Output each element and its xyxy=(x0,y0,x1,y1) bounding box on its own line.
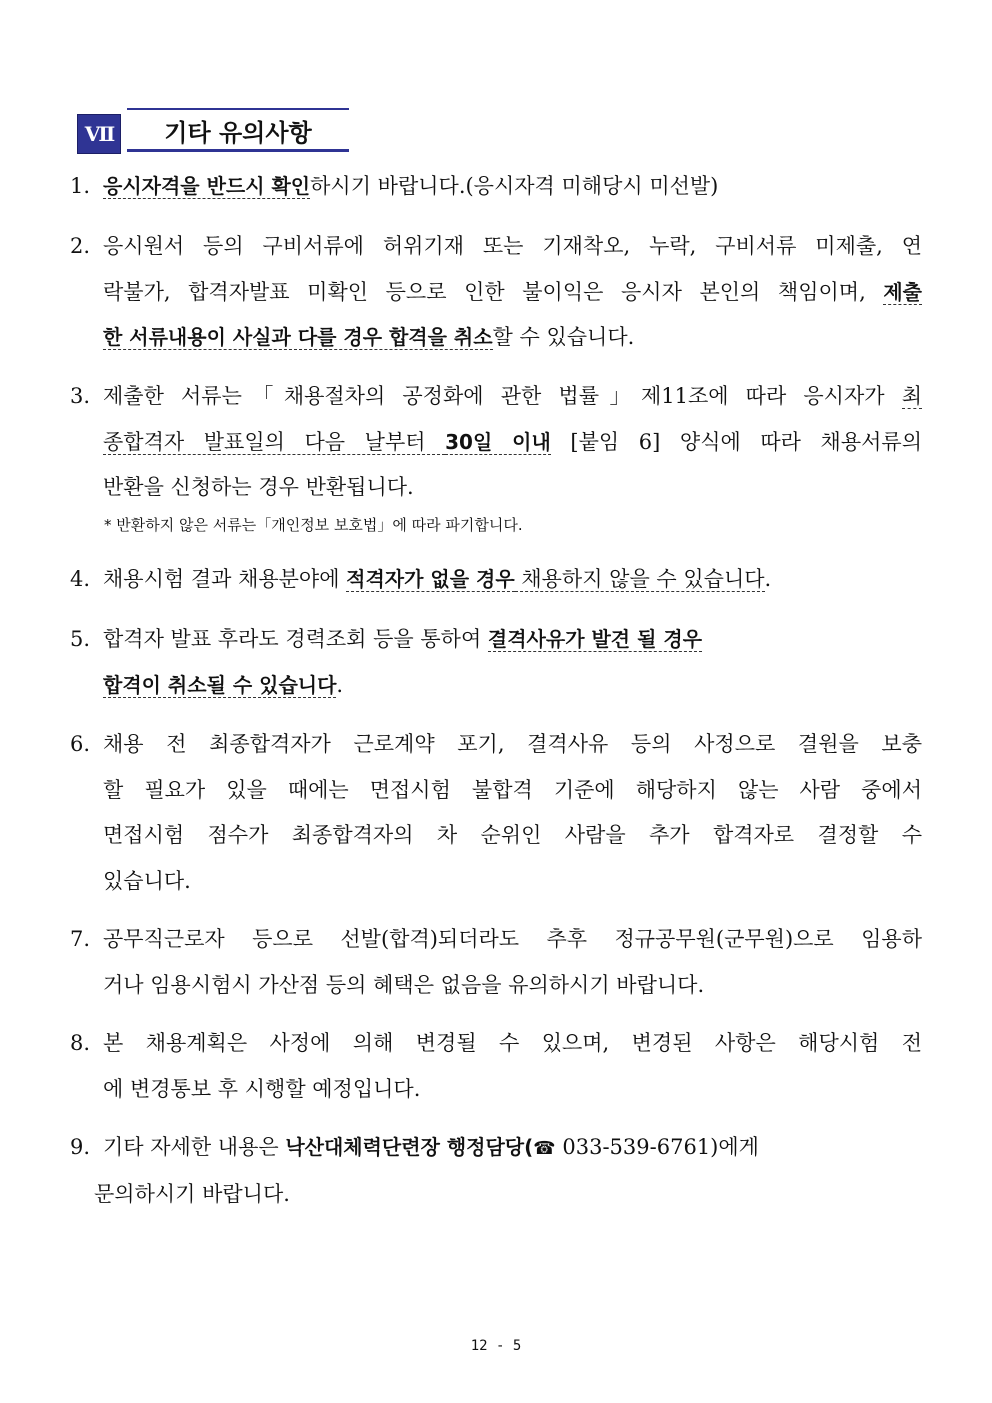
item-text: 합격자 발표 후라도 경력조회 등을 통하여 xyxy=(103,627,488,651)
item-text: 있습니다. xyxy=(103,868,191,893)
item-number: 8. xyxy=(70,1031,91,1055)
item-number: 3. xyxy=(70,384,91,408)
item-number: 4. xyxy=(70,567,91,591)
item-number: 2. xyxy=(70,234,91,258)
contact-department: 낙산대체력단련장 행정담당( xyxy=(285,1135,534,1159)
notice-item-4 xyxy=(70,557,922,603)
section-number-badge: Ⅶ xyxy=(77,114,121,154)
item-text: . xyxy=(336,672,344,697)
item-text: 하시기 바랍니다.(응시자격 미해당시 미선발) xyxy=(310,174,719,198)
item-number: 7. xyxy=(70,927,91,951)
item-text: 채용시험 결과 채용분야에 xyxy=(103,567,347,591)
emphasis-text: 30일 이내 xyxy=(445,429,551,454)
title-rule-top xyxy=(127,108,349,110)
phone-number: 033-539-6761)에게 xyxy=(555,1135,759,1159)
item-text: 응시원서 등의 구비서류에 허위기재 또는 기재착오, 누락, 구비서류 미제출, 연 xyxy=(103,234,922,258)
underlined-text: 종합격자 발표일의 다음 날부터 xyxy=(103,429,446,454)
underlined-text: 최 xyxy=(901,384,922,408)
item-text: 반환을 신청하는 경우 반환됩니다. xyxy=(103,475,414,499)
section-title: 기타 유의사항 xyxy=(164,118,312,147)
emphasis-text: 적격자가 없을 경우 xyxy=(346,567,515,591)
emphasis-text: 한 서류내용이 사실과 다를 경우 합격을 취소 xyxy=(103,325,493,349)
item-text: . xyxy=(764,567,772,591)
item-text: 문의하시기 바랍니다. xyxy=(94,1181,290,1206)
item-number: 5. xyxy=(70,627,91,651)
item-text: 본 채용계획은 사정에 의해 변경될 수 있으며, 변경된 사항은 해당시험 전 xyxy=(103,1031,922,1055)
phone-icon: ☎ xyxy=(533,1138,556,1159)
notice-item-8 xyxy=(70,1021,922,1112)
emphasis-text: 합격이 취소될 수 있습니다 xyxy=(103,672,337,697)
notice-item-5 xyxy=(70,617,922,708)
item-text: 기타 자세한 내용은 xyxy=(103,1135,286,1159)
notice-item-6 xyxy=(70,722,922,904)
notice-item-9 xyxy=(70,1125,922,1217)
item-text: 면접시험 점수가 최종합격자의 차 순위인 사람을 추가 합격자로 결정할 수 xyxy=(103,823,922,847)
title-rule-bottom xyxy=(127,149,349,152)
item-text: 공무직근로자 등으로 선발(합격)되더라도 추후 정규공무원(군무원)으로 임용하 xyxy=(103,927,922,951)
emphasis-text: 응시자격을 반드시 확인 xyxy=(103,174,311,198)
item-text: 채용 전 최종합격자가 근로계약 포기, 결격사유 등의 사정으로 결원을 보충 xyxy=(103,732,922,756)
item-number: 1. xyxy=(70,174,91,198)
item-number: 6. xyxy=(70,732,91,756)
section-header xyxy=(77,108,349,152)
page-number: 12 - 5 xyxy=(470,1338,522,1354)
notice-item-3 xyxy=(70,374,922,511)
item-text: 에 변경통보 후 시행할 예정입니다. xyxy=(103,1076,421,1101)
item-text: [붙임 6] 양식에 따라 채용서류의 xyxy=(550,429,922,454)
notice-item-7 xyxy=(70,917,922,1008)
item-number: 9. xyxy=(70,1135,91,1159)
emphasis-text: 결격사유가 발견 될 경우 xyxy=(487,627,703,651)
item-text: 락불가, 합격자발표 미확인 등으로 인한 불이익은 응시자 본인의 책임이며, xyxy=(103,279,884,304)
item-text: 할 필요가 있을 때에는 면접시험 불합격 기준에 해당하지 않는 사람 중에서 xyxy=(103,777,922,802)
notice-item-2 xyxy=(70,224,922,361)
item-text: 할 수 있습니다. xyxy=(492,325,635,349)
emphasis-text: 제출 xyxy=(883,279,922,304)
item-text: 제출한 서류는「채용절차의 공정화에 관한 법률」제11조에 따라 응시자가 xyxy=(103,384,902,408)
note-text: * 반환하지 않은 서류는「개인정보 보호법」에 따라 파기합니다. xyxy=(104,516,523,534)
item-text: 거나 임용시험시 가산점 등의 혜택은 없음을 유의하시기 바랍니다. xyxy=(103,972,705,997)
notice-item-1 xyxy=(70,164,922,210)
underlined-text: 채용하지 않을 수 있습니다 xyxy=(514,567,765,591)
